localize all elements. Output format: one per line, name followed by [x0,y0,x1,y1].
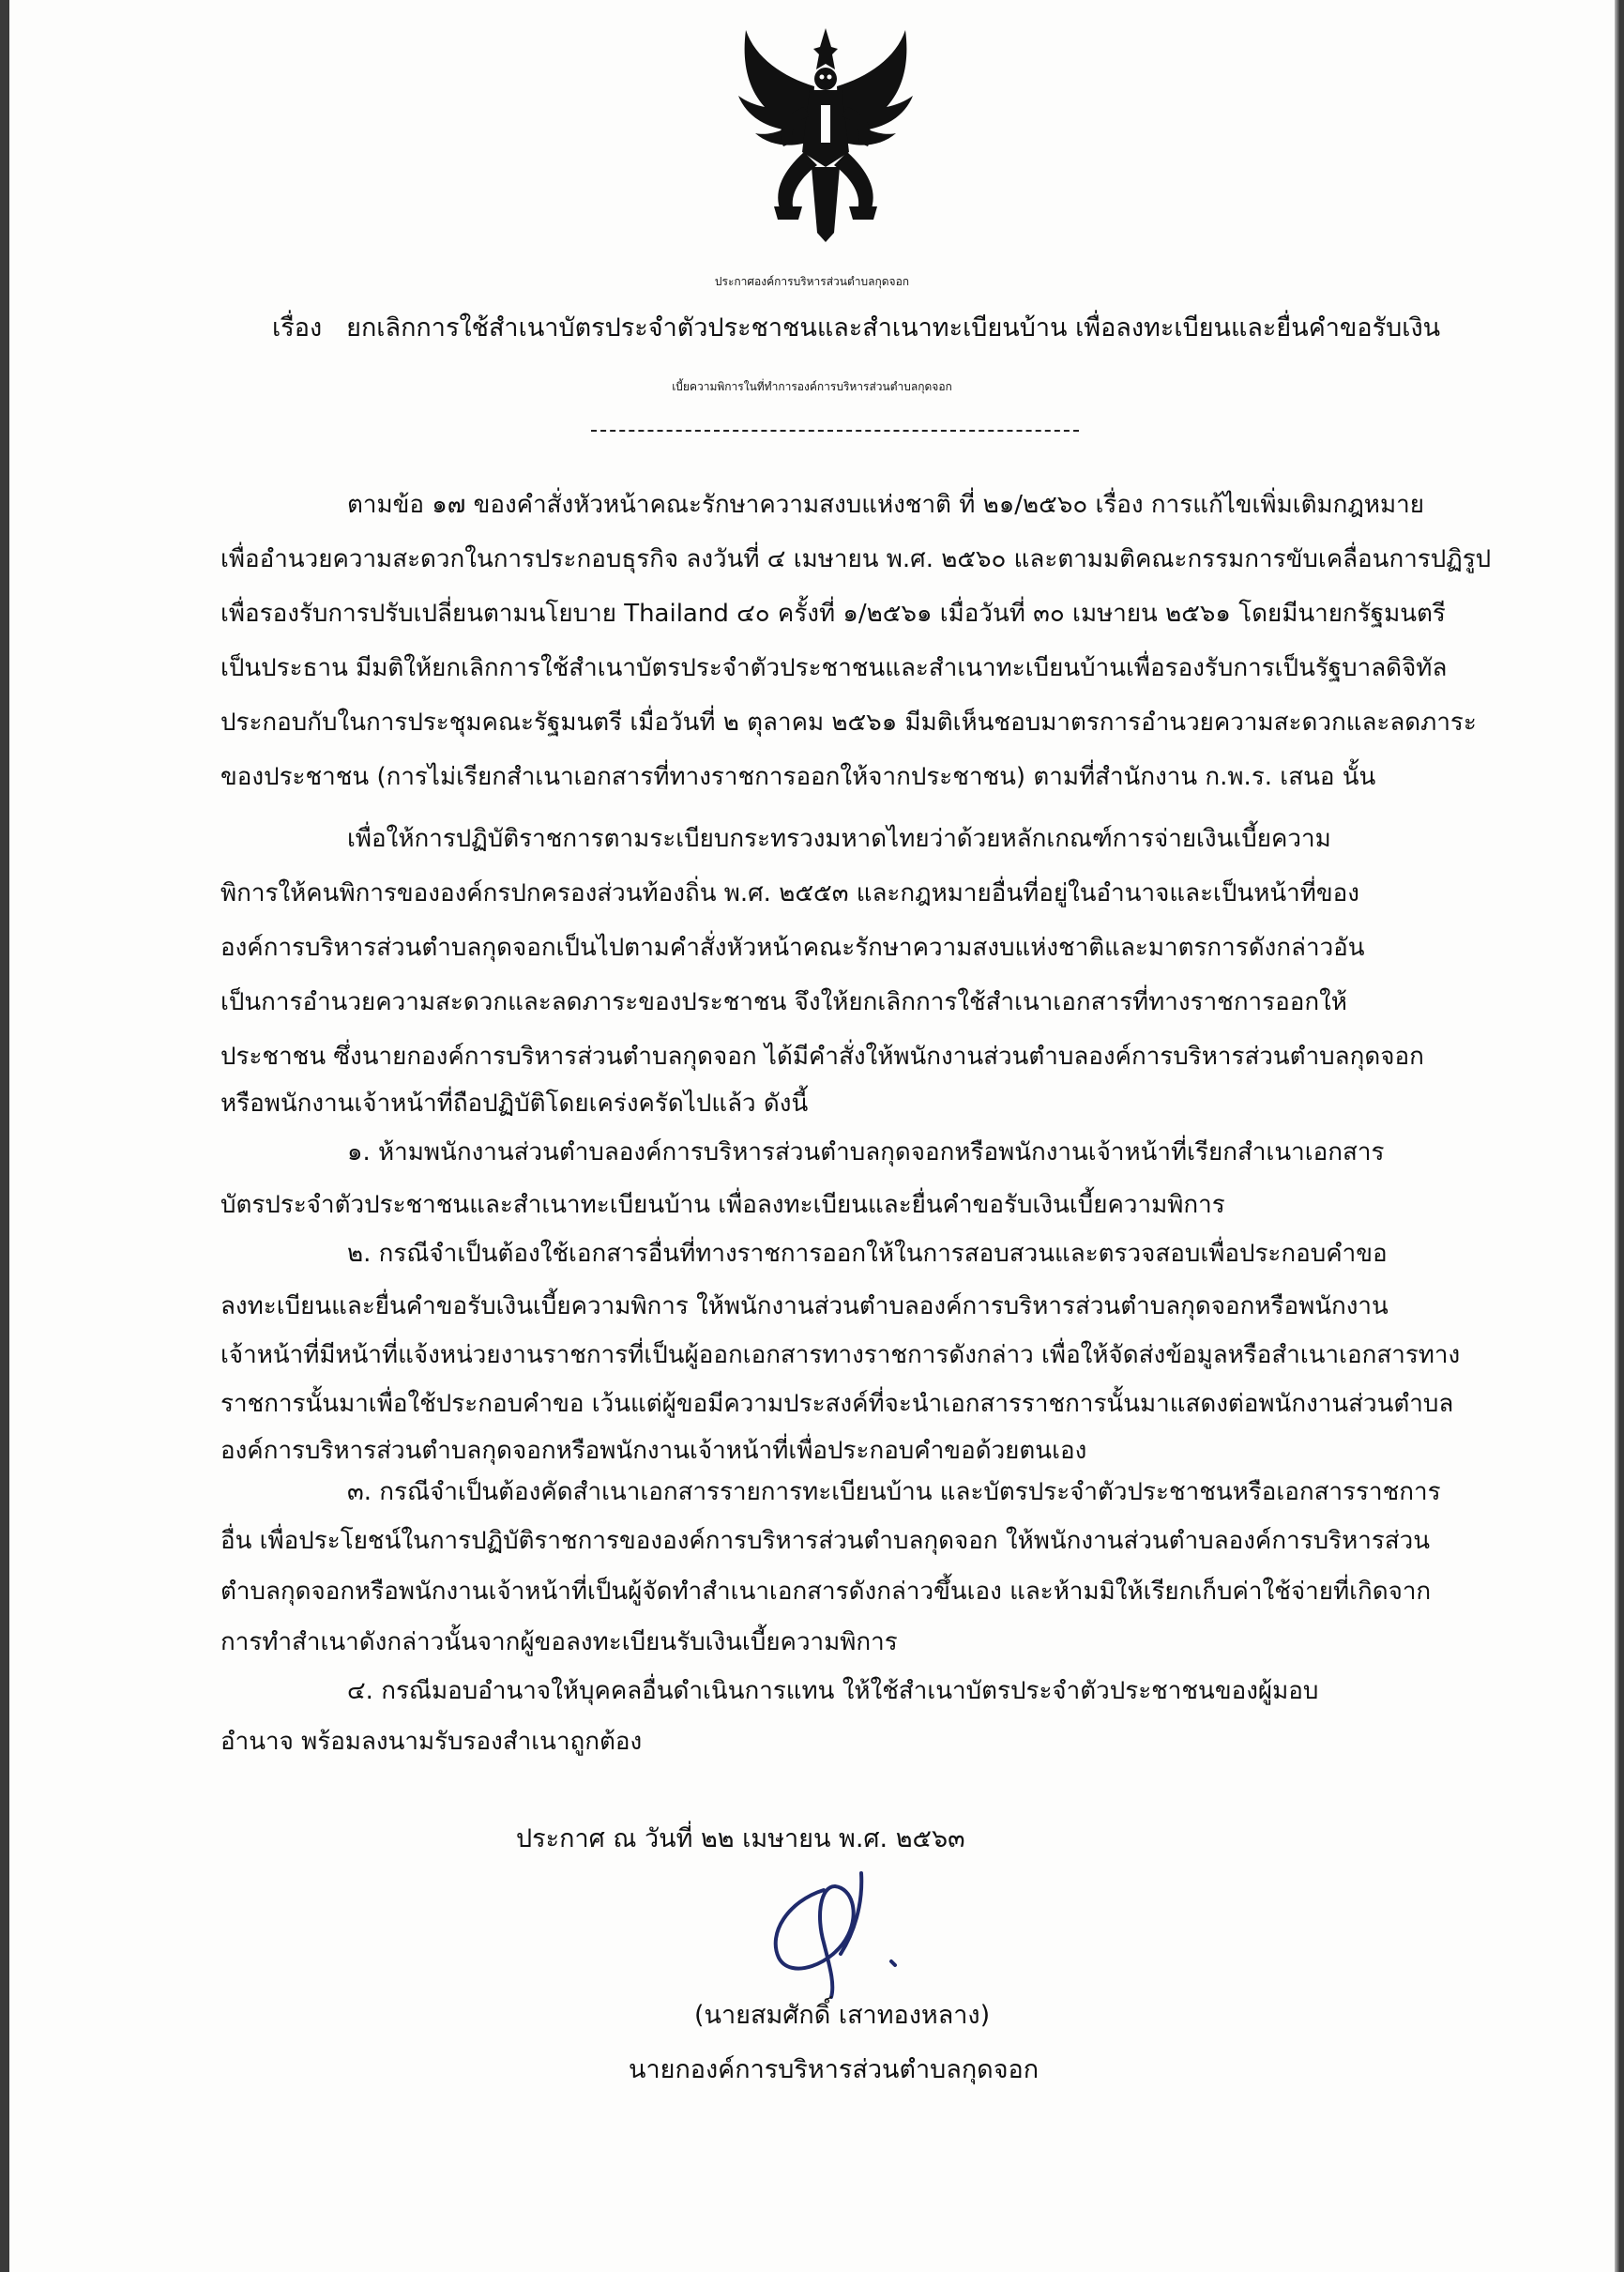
body-line: อำนาจ พร้อมลงนามรับรองสำเนาถูกต้อง [220,1728,643,1756]
signer-name: (นายสมศักดิ์ เสาทองหลาง) [694,2001,991,2030]
body-line: เพื่อให้การปฏิบัติราชการตามระเบียบกระทรวงมหาดไทยว่าด้วยหลักเกณฑ์การจ่ายเงินเบี้ยความ [347,825,1331,853]
body-line: การทำสำเนาดังกล่าวนั้นจากผู้ขอลงทะเบียนรับเงินเบี้ยความพิการ [220,1628,898,1656]
body-line: ๒. กรณีจำเป็นต้องใช้เอกสารอื่นที่ทางราชการออกให้ในการสอบสวนและตรวจสอบเพื่อประกอบคำขอ [347,1240,1388,1268]
body-line: เจ้าหน้าที่มีหน้าที่แจ้งหน่วยงานราชการที่เป็นผู้ออกเอกสารทางราชการดังกล่าว เพื่อให้จัดส่งข้อมูลหรือสำเนาเอกสารทาง [220,1341,1461,1369]
body-line: ประกอบกับในการประชุมคณะรัฐมนตรี เมื่อวันที่ ๒ ตุลาคม ๒๕๖๑ มีมติเห็นชอบมาตรการอำนวยความสะดวกและลดภาระ [220,709,1477,737]
body-line: ๔. กรณีมอบอำนาจให้บุคคลอื่นดำเนินการแทน ให้ใช้สำเนาบัตรประจำตัวประชาชนของผู้มอบ [347,1677,1319,1705]
subject-line-1 [272,310,1440,347]
subject-line-2: เบี้ยความพิการในที่ทำการองค์การบริหารส่วนตำบลกุดจอก [672,380,952,393]
body-line: ตามข้อ ๑๗ ของคำสั่งหัวหน้าคณะรักษาความสงบแห่งชาติ ที่ ๒๑/๒๕๖๐ เรื่อง การแก้ไขเพิ่มเติมกฎหมาย [347,491,1424,519]
body-line: ของประชาชน (การไม่เรียกสำเนาเอกสารที่ทางราชการออกให้จากประชาชน) ตามที่สำนักงาน ก.พ.ร. เสนอ นั้น [220,763,1376,791]
body-line: เพื่อรองรับการปรับเปลี่ยนตามนโยบาย Thailand ๔๐ ครั้งที่ ๑/๒๕๖๑ เมื่อวันที่ ๓๐ เมษายน ๒๕๖๑ โดยมีนายกรัฐมนตรี [220,600,1446,628]
body-line: บัตรประจำตัวประชาชนและสำเนาทะเบียนบ้าน เพื่อลงทะเบียนและยื่นคำขอรับเงินเบี้ยความพิการ [220,1191,1225,1219]
document-page [9,0,1615,2272]
body-line: องค์การบริหารส่วนตำบลกุดจอกเป็นไปตามคำสั่งหัวหน้าคณะรักษาความสงบแห่งชาติและมาตรการดังกล่าวอัน [220,934,1365,962]
body-line: ๓. กรณีจำเป็นต้องคัดสำเนาเอกสารรายการทะเบียนบ้าน และบัตรประจำตัวประชาชนหรือเอกสารราชการ [347,1478,1441,1506]
body-line: เป็นการอำนวยความสะดวกและลดภาระของประชาชน จึงให้ยกเลิกการใช้สำเนาเอกสารที่ทางราชการออกให้ [220,988,1347,1016]
body-line: ตำบลกุดจอกหรือพนักงานเจ้าหน้าที่เป็นผู้จัดทำสำเนาเอกสารดังกล่าวขึ้นเอง และห้ามมิให้เรียกเก็บค่าใช้จ่ายที่เกิดจาก [220,1578,1432,1606]
divider [591,430,1079,432]
body-line: อื่น เพื่อประโยชน์ในการปฏิบัติราชการขององค์การบริหารส่วนตำบลกุดจอก ให้พนักงานส่วนตำบลองค์การบริหารส่วน [220,1527,1431,1555]
body-line: พิการให้คนพิการขององค์กรปกครองส่วนท้องถิ่น พ.ศ. ๒๕๕๓ และกฎหมายอื่นที่อยู่ในอำนาจและเป็นหน้าที่ของ [220,879,1359,907]
signer-position: นายกองค์การบริหารส่วนตำบลกุดจอก [629,2055,1040,2084]
announcement-title: ประกาศองค์การบริหารส่วนตำบลกุดจอก [714,275,910,288]
body-line: ลงทะเบียนและยื่นคำขอรับเงินเบี้ยความพิการ ให้พนักงานส่วนตำบลองค์การบริหารส่วนตำบลกุดจอกหรือพนักงาน [220,1292,1389,1320]
garuda-emblem-icon [718,21,933,246]
handwritten-signature [751,1868,910,1999]
body-line: เพื่ออำนวยความสะดวกในการประกอบธุรกิจ ลงวันที่ ๔ เมษายน พ.ศ. ๒๕๖๐ และตามมติคณะกรรมการขับเคลื่อนการปฏิรูป [220,545,1492,573]
subject-text-1: ยกเลิกการใช้สำเนาบัตรประจำตัวประชาชนและสำเนาทะเบียนบ้าน เพื่อลงทะเบียนและยื่นคำขอรับเงิน [346,313,1441,343]
body-line: หรือพนักงานเจ้าหน้าที่ถือปฏิบัติโดยเคร่งครัดไปแล้ว ดังนี้ [220,1090,809,1118]
body-line: ราชการนั้นมาเพื่อใช้ประกอบคำขอ เว้นแต่ผู้ขอมีความประสงค์ที่จะนำเอกสารราชการนั้นมาแสดงต่อพนักงานส่วนตำบล [220,1390,1454,1418]
body-line: ๑. ห้ามพนักงานส่วนตำบลองค์การบริหารส่วนตำบลกุดจอกหรือพนักงานเจ้าหน้าที่เรียกสำเนาเอกสาร [347,1138,1385,1166]
announcement-date: ประกาศ ณ วันที่ ๒๒ เมษายน พ.ศ. ๒๕๖๓ [516,1824,965,1853]
subject-label: เรื่อง [272,313,323,343]
body-line: เป็นประธาน มีมติให้ยกเลิกการใช้สำเนาบัตรประจำตัวประชาชนและสำเนาทะเบียนบ้านเพื่อรองรับการเป็นรัฐบาลดิจิทัล [220,654,1448,682]
body-line: ประชาชน ซึ่งนายกองค์การบริหารส่วนตำบลกุดจอก ได้มีคำสั่งให้พนักงานส่วนตำบลองค์การบริหารส่วนตำบลกุดจอก [220,1043,1424,1071]
body-line: องค์การบริหารส่วนตำบลกุดจอกหรือพนักงานเจ้าหน้าที่เพื่อประกอบคำขอด้วยตนเอง [220,1437,1087,1465]
